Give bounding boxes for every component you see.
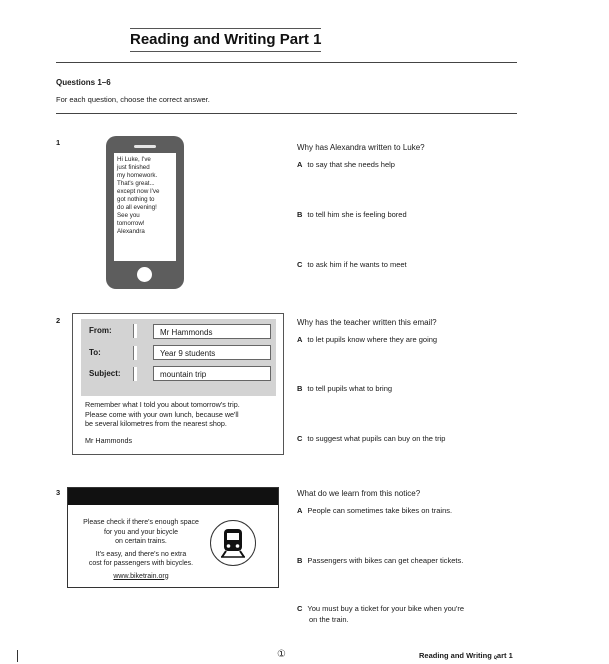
train-icon — [210, 520, 256, 566]
questions-heading: Questions 1–6 — [56, 78, 111, 87]
instruction-text: For each question, choose the correct answer. — [56, 95, 210, 104]
email-signature: Mr Hammonds — [85, 436, 133, 445]
divider — [56, 62, 517, 63]
option-1c[interactable]: C to ask him if he wants to meet — [297, 260, 407, 269]
message-line: except now I've — [117, 188, 160, 195]
option-2a[interactable]: A to let pupils know where they are going — [297, 335, 438, 344]
option-1a[interactable]: A to say that she needs help — [297, 160, 395, 169]
option-3c-continued: on the train. — [309, 615, 349, 624]
question-2-text: Why has the teacher written this email? — [297, 318, 437, 327]
email-from-field: Mr Hammonds — [153, 324, 271, 339]
notice-line: cost for passengers with bicycles. — [88, 560, 194, 567]
message-line: Hi Luke, I've — [117, 156, 151, 163]
page-title: Reading and Writing Part 1 — [130, 28, 321, 52]
message-line: See you — [117, 212, 140, 219]
message-line: my homework. — [117, 172, 158, 179]
divider — [133, 324, 137, 338]
notice-illustration — [67, 487, 279, 588]
option-3b[interactable]: B Passengers with bikes can get cheaper tickets. — [297, 556, 464, 565]
footer-section-label: Reading and Writing ᵨart 1 — [419, 651, 513, 660]
option-3c[interactable]: C You must buy a ticket for your bike when you're — [297, 604, 465, 613]
email-to-field: Year 9 students — [153, 345, 271, 360]
message-line: do all evening! — [117, 204, 157, 211]
notice-line: on certain trains. — [115, 538, 167, 545]
email-from-label: From: — [89, 326, 112, 335]
notice-header-bar — [68, 488, 278, 505]
notice-text — [71, 518, 211, 581]
option-2c[interactable]: C to suggest what pupils can buy on the trip — [297, 434, 446, 443]
divider — [133, 346, 137, 360]
question-1-text: Why has Alexandra written to Luke? — [297, 143, 425, 152]
email-subject-field: mountain trip — [153, 366, 271, 381]
email-header — [81, 319, 276, 396]
notice-link[interactable]: www.biketrain.org — [113, 572, 169, 580]
email-body-line: Remember what I told you about tomorrow's trip. — [85, 400, 240, 409]
email-illustration — [72, 313, 284, 455]
email-body — [85, 400, 280, 429]
notice-line: It's easy, and there's no extra — [95, 550, 187, 558]
option-3a[interactable]: A People can sometimes take bikes on trains. — [297, 506, 453, 515]
email-subject-label: Subject: — [89, 369, 121, 378]
question-3-text: What do we learn from this notice? — [297, 489, 421, 498]
question-number-1: 1 — [56, 138, 61, 147]
message-line: Alexandra — [117, 228, 145, 235]
phone-message — [114, 153, 176, 261]
notice-line: Please check if there's enough space — [83, 519, 199, 526]
message-line: tomorrow! — [117, 220, 145, 227]
email-to-label: To: — [89, 348, 101, 357]
message-line: That's great... — [117, 180, 155, 187]
email-body-line: Please come with your own lunch, because we'll — [85, 409, 239, 419]
phone-illustration — [106, 136, 184, 289]
message-line: just finished — [117, 164, 150, 171]
divider — [133, 367, 137, 381]
email-body-line: be several kilometres from the nearest shop. — [85, 419, 227, 428]
message-line: got nothing to — [117, 196, 155, 203]
question-number-2: 2 — [56, 316, 61, 325]
phone-speaker — [134, 145, 156, 148]
question-number-3: 3 — [56, 488, 61, 497]
option-1b[interactable]: B to tell him she is feeling bored — [297, 210, 407, 219]
notice-line: for you and your bicycle — [104, 528, 178, 536]
divider — [56, 113, 517, 114]
phone-home-button — [137, 267, 152, 282]
margin-mark — [17, 650, 18, 662]
option-2b[interactable]: B to tell pupils what to bring — [297, 384, 393, 393]
page-number: ① — [277, 649, 286, 660]
